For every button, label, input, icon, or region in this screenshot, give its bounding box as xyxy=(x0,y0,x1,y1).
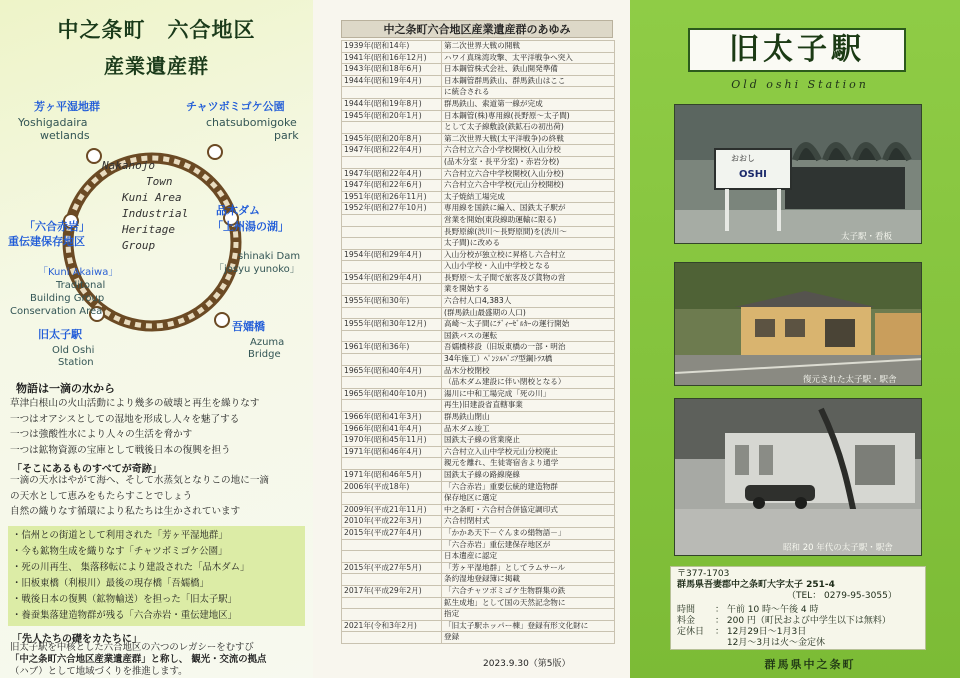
legacy-heading: 「先人たちの礎をカたちに」 xyxy=(12,634,142,645)
timeline-event: 六合村立六合中学校(元山分校開校) xyxy=(442,180,615,192)
sign-text-top: おおし xyxy=(731,154,755,163)
timeline-event: 日本遺産に認定 xyxy=(442,551,615,563)
timeline-year: 1965年(昭和40年10月) xyxy=(342,388,442,400)
postal-code: 〒377-1703 xyxy=(677,569,730,579)
photo-caption-2: 復元された太子駅・駅舎 xyxy=(803,375,897,385)
map-label-kyuootashi-en1: Old Oshi xyxy=(52,345,95,356)
legacy-bullet: ・信州との街道として利用された「芳ヶ平湿地群」 xyxy=(12,530,228,541)
timeline-year xyxy=(342,226,442,238)
info-key xyxy=(677,638,715,649)
info-value: ： 午前 10 時～午後 4 時 xyxy=(715,605,819,615)
timeline-row xyxy=(342,203,615,215)
story-line: 一つはオアシスとしての湿地を形成し人々を魅了する xyxy=(10,413,240,425)
map-label-kuniakaiwa-en2: Traditonal xyxy=(56,280,106,291)
timeline-table xyxy=(341,40,615,644)
timeline-year xyxy=(342,238,442,250)
timeline-row xyxy=(342,156,615,168)
timeline-row xyxy=(342,75,615,87)
timeline-event: 鉱生成地」として国の天然記念物に xyxy=(442,597,615,609)
timeline-row xyxy=(342,493,615,505)
map-label-kuniakaiwa: 「六合赤岩」 xyxy=(24,220,90,233)
timeline-event: 吾嬬橋移設（旧坂東橋の一部・明治 xyxy=(442,342,615,354)
timeline-header: 中之条町六合地区産業遺産群のあゆみ xyxy=(341,20,613,38)
timeline-row xyxy=(342,319,615,331)
timeline-row xyxy=(342,238,615,250)
timeline-year xyxy=(342,632,442,644)
timeline-year xyxy=(342,458,442,470)
timeline-event: ハワイ真珠湾攻撃、太平洋戦争へ突入 xyxy=(442,52,615,64)
map-center-line: Group xyxy=(122,239,156,252)
miracle-line: 一滴の天水はやがて海へ、そして水蒸気となりこの地に一滴 xyxy=(10,475,270,486)
map-label-chatsubo: チャツボミゴケ公園 xyxy=(186,100,285,113)
timeline-event: として太子線敷設(鉄鉱石の初出荷) xyxy=(442,122,615,134)
timeline-year xyxy=(342,87,442,99)
info-row-closed xyxy=(677,627,919,638)
info-key: 料金 xyxy=(677,616,696,626)
timeline-event: 保存地区に選定 xyxy=(442,493,615,505)
legacy-bullet: ・戦後日本の復興（鉱物輸送）を担った「旧太子駅」 xyxy=(12,594,238,605)
timeline-event: 六合村閉村式 xyxy=(442,516,615,528)
timeline-event: 国鉄太子線の営業廃止 xyxy=(442,435,615,447)
timeline-row xyxy=(342,64,615,76)
timeline-event: 「六合チャツボミゴケ生物群集の鉄 xyxy=(442,585,615,597)
timeline-row xyxy=(342,330,615,342)
left-panel xyxy=(0,0,313,678)
timeline-row xyxy=(342,214,615,226)
miracle-line: の天水として恵みをもたらすことでしょう xyxy=(10,490,193,502)
map-center-line: Heritage xyxy=(122,223,175,236)
map-label-yoshigadaira-en2: wetlands xyxy=(40,129,90,142)
timeline-row xyxy=(342,342,615,354)
timeline-year: 1941年(昭和16年12月) xyxy=(342,52,442,64)
timeline-row xyxy=(342,261,615,273)
timeline-row xyxy=(342,539,615,551)
timeline-row xyxy=(342,516,615,528)
legacy-bullet: ・今も鉱物生成を織りなす「チャツボミゴケ公園」 xyxy=(12,546,228,557)
timeline-year xyxy=(342,330,442,342)
timeline-row xyxy=(342,226,615,238)
timeline-event: 六合村人口4,383人 xyxy=(442,296,615,308)
timeline-row xyxy=(342,400,615,412)
station-title: 旧太子駅 xyxy=(688,28,906,72)
timeline-row xyxy=(342,145,615,157)
legacy-body xyxy=(10,642,306,678)
timeline-event: 「かかあ天下－ぐんまの絹物語－」 xyxy=(442,527,615,539)
timeline-year xyxy=(342,122,442,134)
timeline-row xyxy=(342,41,615,53)
photo-restored-station xyxy=(674,262,922,386)
info-row-hours xyxy=(677,605,919,616)
timeline-event: 入山分校が独立校に昇格し六合村立 xyxy=(442,249,615,261)
legacy-line: 「中之条町六合地区産業遺産群」と称し、 観光・交流の拠点 xyxy=(10,654,267,665)
map-label-yoshigadaira-en1: Yoshigadaira xyxy=(18,116,88,129)
legacy-bullet: ・養蚕集落建造物群が残る「六合赤岩・重伝建地区」 xyxy=(12,610,238,621)
timeline-year: 1971年(昭和46年5月) xyxy=(342,469,442,481)
timeline-row xyxy=(342,122,615,134)
photo-restored-station-image xyxy=(675,263,922,386)
timeline-year: 2017年(平成29年2月) xyxy=(342,585,442,597)
timeline-event: 第二次世界大戦(太平洋戦争)の終戦 xyxy=(442,133,615,145)
timeline-event: 親元を離れ、生徒寄宿舎より通学 xyxy=(442,458,615,470)
timeline-year xyxy=(342,609,442,621)
timeline-event: 群馬鉄山、索道第一線が完成 xyxy=(442,98,615,110)
timeline-event: 「六合赤岩」重要伝統的建造物群 xyxy=(442,481,615,493)
timeline-row xyxy=(342,168,615,180)
timeline-row xyxy=(342,272,615,284)
timeline-event: 長野原～太子間で旅客及び貨物の営 xyxy=(442,272,615,284)
story-line: 草津白根山の火山活動により幾多の破壊と再生を繰りなす xyxy=(10,398,260,409)
timeline-year: 1939年(昭和14年) xyxy=(342,41,442,53)
timeline-year: 1970年(昭和45年11月) xyxy=(342,435,442,447)
timeline-event: 太子焼結工場完成 xyxy=(442,191,615,203)
map-label-kyuootashi-en2: Station xyxy=(58,357,94,368)
legacy-bullets xyxy=(8,526,305,626)
map-label-shinaki-en1: shinaki Dam xyxy=(238,251,301,262)
timeline-row xyxy=(342,52,615,64)
info-key: 時間 xyxy=(677,605,696,615)
info-row-closed-winter xyxy=(677,638,919,649)
timeline-row xyxy=(342,284,615,296)
timeline-year: 1944年(昭和19年4月) xyxy=(342,75,442,87)
middle-panel xyxy=(313,0,630,678)
map-label-chatsubo-en2: park xyxy=(274,129,299,142)
photo-station-sign-image xyxy=(675,105,922,244)
info-value: ： 200 円（町民および中学生以下は無料） xyxy=(715,616,891,626)
timeline-row xyxy=(342,504,615,516)
timeline-row xyxy=(342,562,615,574)
map-center-line: Town xyxy=(146,175,173,188)
right-panel xyxy=(630,0,960,678)
timeline-year: 1954年(昭和29年4月) xyxy=(342,272,442,284)
timeline-year xyxy=(342,493,442,505)
photo-historic-station-image xyxy=(675,399,922,556)
timeline-year: 1955年(昭和30年) xyxy=(342,296,442,308)
timeline-row xyxy=(342,585,615,597)
timeline-event: 品木分校閉校 xyxy=(442,365,615,377)
timeline-year: 2006年(平成18年) xyxy=(342,481,442,493)
timeline-row xyxy=(342,191,615,203)
map-center-text xyxy=(102,158,188,254)
timeline-row xyxy=(342,551,615,563)
legacy-bullet-box xyxy=(8,526,305,626)
map-center-line: Industrial xyxy=(122,207,189,220)
timeline-event: 条約湿地登録簿に掲載 xyxy=(442,574,615,586)
miracle-line: 自然の織りなす循環により私たちは生かされています xyxy=(10,506,241,517)
map-label-kuniakaiwa-en4: Conservation Area xyxy=(10,306,103,317)
timeline-year: 1944年(昭和19年8月) xyxy=(342,98,442,110)
station-address: 群馬県吾妻郡中之条町大字太子 251-4 xyxy=(677,580,835,590)
timeline-event: 業を開始する xyxy=(442,284,615,296)
timeline-year xyxy=(342,156,442,168)
timeline-row xyxy=(342,180,615,192)
timeline-row xyxy=(342,574,615,586)
timeline-event: 日本鋼管株式会社、鉄山開発準備 xyxy=(442,64,615,76)
miracle-body xyxy=(10,473,306,520)
timeline-event: 湯川に中和工場完成「死の川」 xyxy=(442,388,615,400)
timeline-row xyxy=(342,609,615,621)
timeline-row xyxy=(342,597,615,609)
timeline-year: 2015年(平成27年5月) xyxy=(342,562,442,574)
timeline-event: 高崎～太子間にﾃﾞｨｰｾﾞﾙｶｰの運行開始 xyxy=(442,319,615,331)
timeline-year: 1955年(昭和30年12月) xyxy=(342,319,442,331)
map-center-line: Kuni Area xyxy=(122,191,182,204)
timeline-year xyxy=(342,539,442,551)
timeline-row xyxy=(342,110,615,122)
timeline-event: 専用線を国鉄に編入、国鉄太子駅が xyxy=(442,203,615,215)
timeline-event: 品木ダム竣工 xyxy=(442,423,615,435)
timeline-year: 2009年(平成21年11月) xyxy=(342,504,442,516)
photo-caption-3: 昭和 20 年代の太子駅・駅舎 xyxy=(783,543,893,553)
timeline-year: 1971年(昭和46年4月) xyxy=(342,446,442,458)
map-label-kuniakaiwa-en1: 「Kuni Akaiwa」 xyxy=(38,267,119,278)
map-label-kuniakaiwa-en3: Building Group xyxy=(30,293,105,304)
timeline-event: 登録 xyxy=(442,632,615,644)
story-heading: 物語は一滴の水から xyxy=(16,382,115,395)
timeline-event: （品木ダム建設に伴い閉校となる） xyxy=(442,377,615,389)
timeline-year: 1947年(昭和22年4月) xyxy=(342,145,442,157)
legacy-line: （ハブ）として地域づくりを推進します。 xyxy=(10,666,188,677)
timeline-year xyxy=(342,400,442,412)
info-value: ： 12月29日～1月3日 xyxy=(715,627,807,637)
timeline-row xyxy=(342,249,615,261)
timeline-event: (群馬鉄山最盛期の人口) xyxy=(442,307,615,319)
timeline-event: に統合される xyxy=(442,87,615,99)
timeline-year: 1947年(昭和22年4月) xyxy=(342,168,442,180)
timeline-year xyxy=(342,377,442,389)
timeline-year: 1965年(昭和40年4月) xyxy=(342,365,442,377)
timeline-row xyxy=(342,481,615,493)
timeline-event: (品木分室・長平分室)・赤岩分校) xyxy=(442,156,615,168)
timeline-row xyxy=(342,620,615,632)
sign-text-main: OSHI xyxy=(739,169,767,180)
edition-footer: 2023.9.30（第5版） xyxy=(483,659,571,669)
timeline-row xyxy=(342,354,615,366)
timeline-event: 六合村立入山中学校元山分校廃止 xyxy=(442,446,615,458)
timeline-event: 六合村立六合中学校開校(入山分校) xyxy=(442,168,615,180)
timeline-year: 1951年(昭和26年11月) xyxy=(342,191,442,203)
timeline-event: 国鉄バスの運転 xyxy=(442,330,615,342)
story-line: 一つは強酸性水により人々の生活を脅かす xyxy=(10,429,193,440)
map-label-shinaki-2: 「上州湯の湖」 xyxy=(212,220,289,233)
timeline-year: 2021年(令和3年2月) xyxy=(342,620,442,632)
left-title-line1: 中之条町 六合地区 xyxy=(57,17,256,42)
timeline-row xyxy=(342,458,615,470)
timeline-year: 2010年(平成22年3月) xyxy=(342,516,442,528)
timeline-row xyxy=(342,133,615,145)
timeline-row xyxy=(342,435,615,447)
timeline-row xyxy=(342,307,615,319)
map-center-line: Nakanojo xyxy=(102,159,155,172)
timeline-year xyxy=(342,307,442,319)
timeline-event: 群馬鉄山閉山 xyxy=(442,412,615,424)
timeline-year: 1961年(昭和36年) xyxy=(342,342,442,354)
timeline-year: 1945年(昭和20年1月) xyxy=(342,110,442,122)
info-value: 12月～3月は火～金定休 xyxy=(715,638,826,648)
timeline-year: 1945年(昭和20年8月) xyxy=(342,133,442,145)
timeline-year xyxy=(342,261,442,273)
timeline-event: 営業を開始(東段線助運輸に限る) xyxy=(442,214,615,226)
photo-station-sign xyxy=(674,104,922,244)
timeline-year: 1966年(昭和41年3月) xyxy=(342,412,442,424)
timeline-row xyxy=(342,87,615,99)
map-label-kyuootashi: 旧太子駅 xyxy=(38,328,82,341)
timeline-event: 「旧太子駅ホッパー棟」登録有形文化財に xyxy=(442,620,615,632)
timeline-event: 国鉄太子線の路線廃線 xyxy=(442,469,615,481)
photo-historic-station xyxy=(674,398,922,556)
timeline-row xyxy=(342,632,615,644)
town-footer: 群馬県中之条町 xyxy=(764,658,856,671)
timeline-event: 第二次世界大戦の開戦 xyxy=(442,41,615,53)
map-label-shinaki: 品木ダム xyxy=(216,204,260,217)
timeline-year xyxy=(342,214,442,226)
timeline-row xyxy=(342,469,615,481)
timeline-event: 「六合赤岩」重伝建保存地区が xyxy=(442,539,615,551)
left-title-line2: 産業遺産群 xyxy=(104,54,209,78)
legacy-bullet: ・死の川再生、 集落移転により建設された「品木ダム」 xyxy=(12,562,250,573)
story-body xyxy=(10,396,306,458)
station-info-box xyxy=(670,566,926,650)
timeline-event: 日本鋼管群馬鉄山、群馬鉄山はここ xyxy=(442,75,615,87)
timeline-event: 34年施工）ﾍﾟﾝｼﾙﾊﾞﾆｱ型鋼ﾄﾗｽ橋 xyxy=(442,354,615,366)
legacy-line: 旧太子駅を中核とした六合地区の六つのレガシーをむすび xyxy=(10,642,254,653)
timeline-row xyxy=(342,412,615,424)
timeline-year: 1952年(昭和27年10月) xyxy=(342,203,442,215)
timeline-year: 1966年(昭和41年4月) xyxy=(342,423,442,435)
timeline-event: 入山小学校・入山中学校となる xyxy=(442,261,615,273)
timeline-year xyxy=(342,551,442,563)
timeline-row xyxy=(342,98,615,110)
info-key: 定休日 xyxy=(677,627,705,637)
map-label-azuma-en2: Bridge xyxy=(248,349,281,360)
timeline-year xyxy=(342,597,442,609)
timeline-event: 中之条町・六合村合併協定調印式 xyxy=(442,504,615,516)
station-subtitle: Old oshi Station xyxy=(731,78,869,91)
station-tel: （TEL： 0279-95-3055） xyxy=(787,591,897,601)
legacy-bullet: ・旧板東橋（利根川）最後の現存橋「吾嬬橋」 xyxy=(12,578,209,589)
timeline-row xyxy=(342,296,615,308)
timeline-event: 太子間)に改める xyxy=(442,238,615,250)
timeline-year xyxy=(342,354,442,366)
story-line: 一つは鉱物資源の宝庫として戦後日本の復興を担う xyxy=(10,444,231,456)
timeline-event: 長野原線(渋川～長野原間)を(渋川～ xyxy=(442,226,615,238)
timeline-row xyxy=(342,527,615,539)
timeline-event: 「芳ヶ平湿地群」としてラムサール xyxy=(442,562,615,574)
timeline-year: 1943年(昭和18年6月) xyxy=(342,64,442,76)
timeline-row xyxy=(342,377,615,389)
map-label-chatsubo-en1: chatsubomigoke xyxy=(206,116,297,129)
miracle-heading: 「そこにあるものすべてが奇跡」 xyxy=(12,464,162,475)
timeline-year: 1947年(昭和22年6月) xyxy=(342,180,442,192)
map-label-shinaki-en2: 「josyu yunoko」 xyxy=(214,264,300,275)
timeline-row xyxy=(342,388,615,400)
info-row-fee xyxy=(677,616,919,627)
timeline-row xyxy=(342,423,615,435)
map-label-azuma: 吾嬬橋 xyxy=(232,320,265,333)
map-label-azuma-en1: Azuma xyxy=(250,337,285,348)
timeline-year: 1954年(昭和29年4月) xyxy=(342,249,442,261)
timeline-event: 指定 xyxy=(442,609,615,621)
map-label-kuniakaiwa-2: 重伝建保存地区 xyxy=(8,235,85,248)
timeline-event: 六合村立六合小学校開校(入山分校 xyxy=(442,145,615,157)
timeline-row xyxy=(342,446,615,458)
timeline-year xyxy=(342,284,442,296)
timeline-year xyxy=(342,574,442,586)
photo-caption-1: 太子駅・看板 xyxy=(841,232,893,242)
map-label-yoshigadaira: 芳ヶ平湿地群 xyxy=(34,100,100,113)
timeline-row xyxy=(342,365,615,377)
timeline-event: 再生)旧建設省直轄事業 xyxy=(442,400,615,412)
timeline-year: 2015年(平成27年4月) xyxy=(342,527,442,539)
timeline-event: 日本鋼管(株)専用線(長野原～太子間) xyxy=(442,110,615,122)
